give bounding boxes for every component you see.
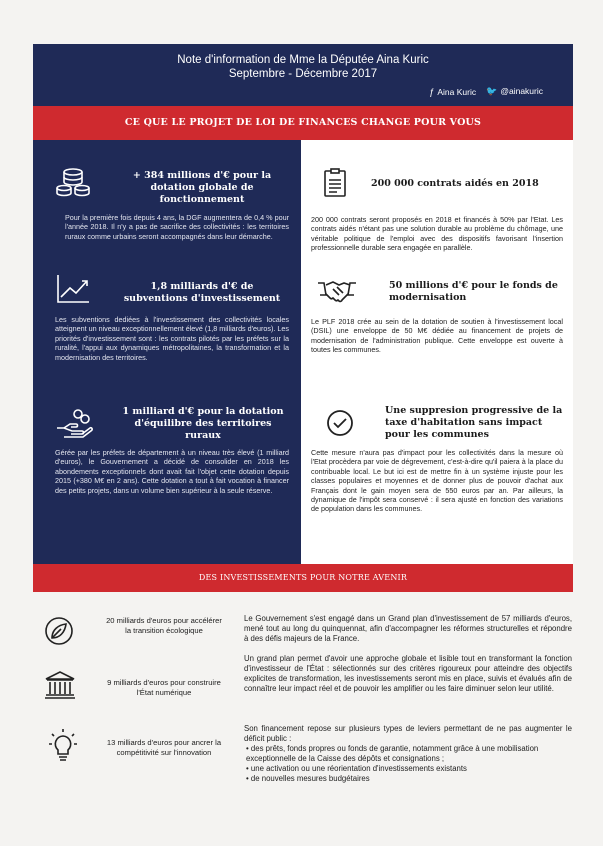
right-column — [301, 140, 573, 564]
social-links — [429, 86, 543, 97]
twitter-link[interactable]: 🐦 @ainakuric — [486, 86, 543, 96]
header-title: Note d'information de Mme la Députée Aina Kuric — [177, 54, 429, 66]
investment-innovation: 13 milliards d'euros pour ancrer la compétitivité sur l'innovation — [106, 738, 222, 757]
handshake-icon — [317, 278, 357, 304]
leaf-icon — [44, 616, 74, 651]
twitter-icon: 🐦 — [486, 86, 498, 96]
levers-list — [246, 744, 572, 784]
contrats-text: 200 000 contrats seront proposés en 2018 et financés à 50% par l'Etat. Les contrats aidés n'étant pas une solution durable au problème du chômage, une véritable politique de l'emploi avec des dispositifs favorisant l'insertion professionnelle durable sera engagée en parallèle. — [311, 215, 563, 253]
list-item: • une activation ou une réorientation d'investissements existants — [246, 764, 572, 774]
check-circle-icon — [325, 408, 355, 438]
facebook-icon: ƒ — [429, 86, 435, 97]
dgf-title: + 384 millions d'€ pour la dotation globale de fonctionnement — [132, 170, 272, 205]
banner-top: CE QUE LE PROJET DE LOI DE FINANCES CHANGE POUR VOUS — [33, 106, 573, 140]
institution-icon — [44, 670, 76, 705]
lightbulb-icon — [48, 728, 78, 767]
hand-coins-icon — [55, 408, 93, 438]
contrats-title: 200 000 contrats aidés en 2018 — [371, 178, 539, 189]
fonds-modernisation-title: 50 millions d'€ pour le fonds de modernisation — [389, 280, 558, 303]
banner-investissements: DES INVESTISSEMENTS POUR NOTRE AVENIR — [33, 564, 573, 592]
facebook-link[interactable]: ƒ Aina Kuric — [429, 86, 477, 97]
subventions-text: Les subventions dediées à l'investissement des collectivités locales atteignent un niveau exceptionnellement élevé (1,8 milliards d'euros). Les priorités d'investissement sont : les contrats pilotés par les préfets sur la ruralité, l'appui aux dynamiques métropolitaines, la transformation et la modernisation des territoires. — [55, 315, 289, 362]
fonds-modernisation-text: Le PLF 2018 crée au sein de la dotation de soutien à l'investissement local (DSIL) une enveloppe de 50 M€ dédiée au financement de projets de modernisation de l'administration publique. Cette enveloppe est ouverte à toutes les communes. — [311, 317, 563, 355]
document-icon — [323, 168, 347, 198]
subventions-title: 1,8 milliards d'€ de subventions d'investissement — [123, 281, 281, 304]
list-item: • des prêts, fonds propres ou fonds de garantie, notamment grâce à une mobilisation exceptionnelle de la Caisse des dépôts et consignations ; — [246, 744, 572, 764]
dgf-text: Pour la première fois depuis 4 ans, la DGF augmentera de 0,4 % pour l'année 2018. Il n'y a pas de sacrifice des collectivités : les territoires ruraux comme urbains seront accompagnés dans leur démarche. — [65, 213, 289, 241]
header — [33, 44, 573, 106]
header-subtitle: Septembre - Décembre 2017 — [228, 68, 378, 80]
taxe-habitation-title: Une suppresion progressive de la taxe d'habitation sans impact pour les communes — [385, 405, 563, 440]
left-column — [33, 140, 301, 564]
coins-icon — [55, 166, 91, 200]
chart-icon — [55, 273, 91, 305]
plan-approach-paragraph: Un grand plan permet d'avoir une approche globale et lisible tout en transformant la fonction d'investisseur de l'État : sélectionnés sur des critères rigoureux pour atteindre des objectifs explicites de transformation, les investissements seront mis en place, suivis et évalués afin de connaître leur impact réel et de pouvoir les amplifier ou les faire diminuer selon leur utilité. — [244, 654, 572, 693]
dotation-rurale-title: 1 milliard d'€ pour la dotation d'équilibre des territoires ruraux — [122, 406, 284, 441]
taxe-habitation-text: Cette mesure n'aura pas d'impact pour les collectivités dans la mesure où l'Etat procèdera par voie de dégrevement, c'est-à-dire qu'il paiera à la place du contribuable local. Le but ici est de mettre fin à un système injuste pour les classes populaires et moyennes et de donner plus de pouvoir d'achat aux Français dont le gain moyen sera de 550 euros par an. Par ailleurs, la dynamique de l'impôt sera conservé : il sera ajusté en fonction des variations de population dans les communes. — [311, 448, 563, 514]
dotation-rurale-text: Gérée par les préfets de département à un niveau très élevé (1 milliard d'euros), le Gouvernement a décidé de consolider en 2018 les abondements exceptionnels dont avait fait l'objet cette dotation depuis 2015 (+380 M€ en 2 ans). Cette dotation a tout à fait vocation à financer des petits projets, dans un volume bien supérieur à la seule réserve. — [55, 448, 289, 495]
investment-ecologie: 20 milliards d'euros pour accélérer la transition écologique — [106, 616, 222, 635]
plan-intro-paragraph: Le Gouvernement s'est engagé dans un Grand plan d'investissement de 57 milliards d'euros, mené tout au long du quinquennat, afin d'accompagner les réformes structurelles et répondre à des défis majeurs de la France. — [244, 614, 572, 643]
plan-financing-paragraph: Son financement repose sur plusieurs types de leviers permettant de ne pas augmenter le déficit public : — [244, 724, 572, 743]
investment-numerique: 9 milliards d'euros pour construire l'État numérique — [107, 678, 221, 697]
list-item: • de nouvelles mesures budgétaires — [246, 774, 572, 784]
